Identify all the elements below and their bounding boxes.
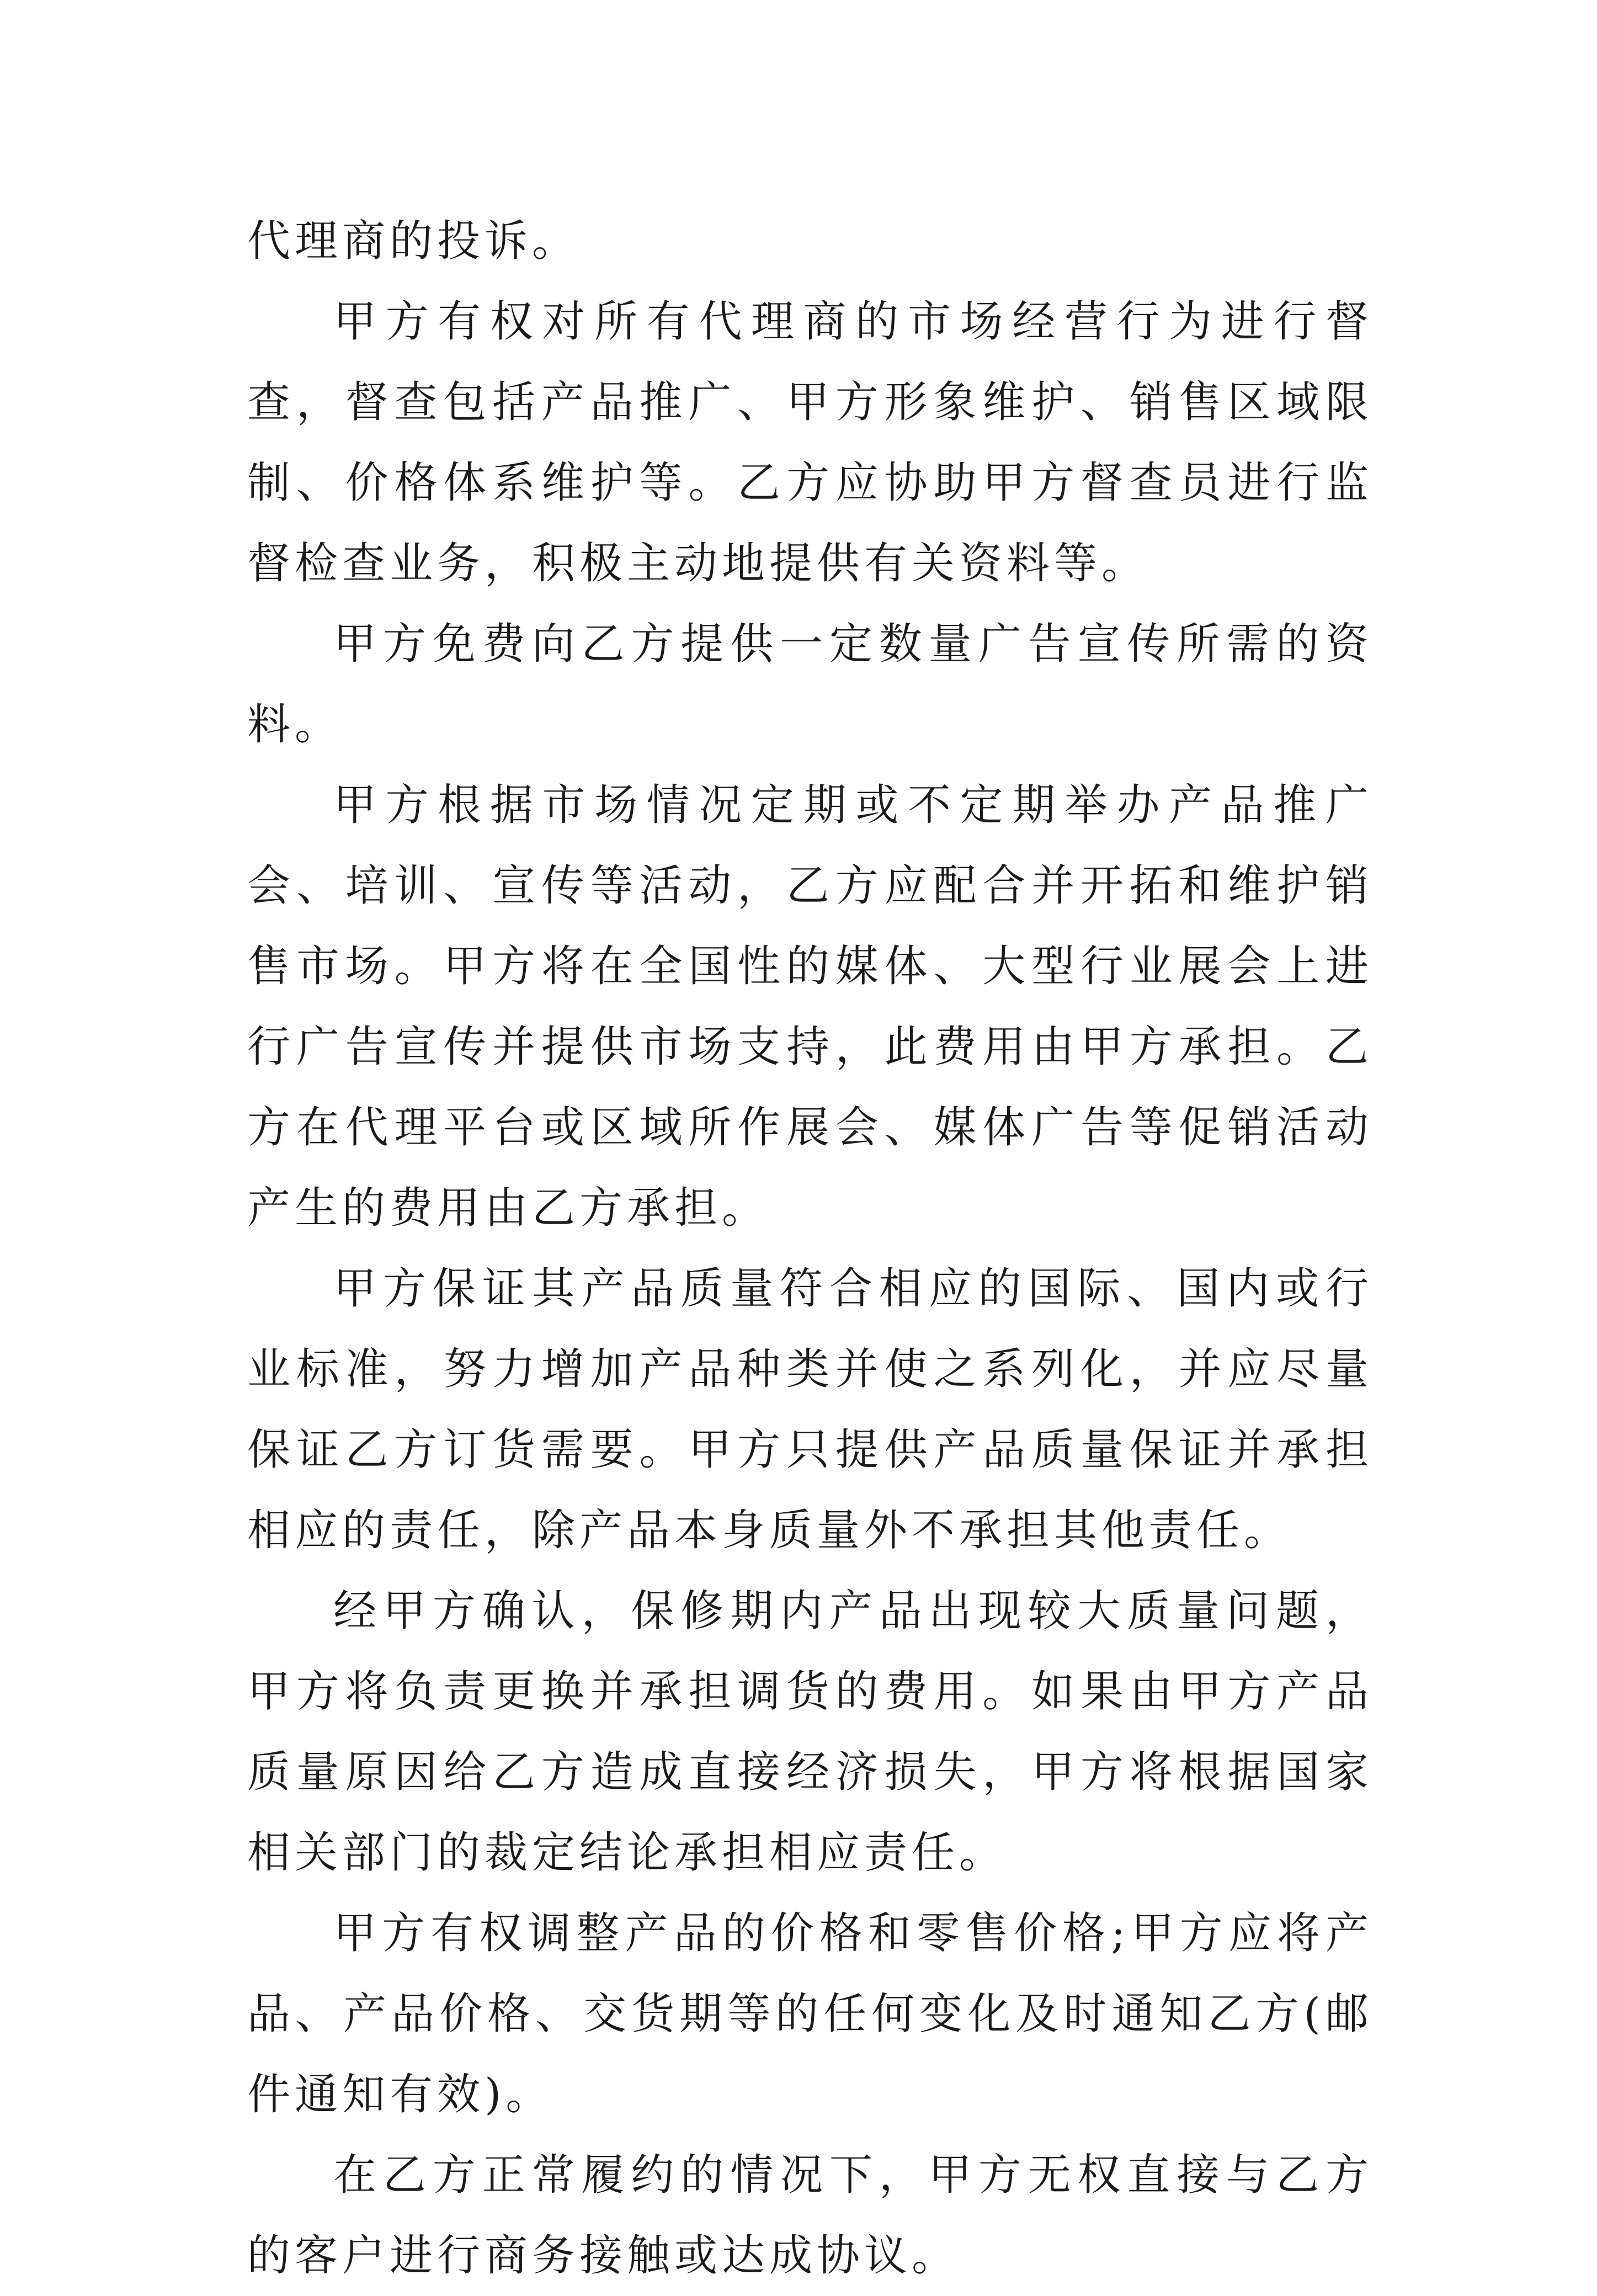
paragraph-free-materials: 甲方免费向乙方提供一定数量广告宣传所需的资料。 xyxy=(247,619,1373,750)
paragraph-continuation: 代理商的投诉。 xyxy=(247,216,580,266)
document-body xyxy=(247,201,1373,2296)
paragraph-customer-contact: 在乙方正常履约的情况下，甲方无权直接与乙方的客户进行商务接触或达成协议。 xyxy=(247,2150,1373,2281)
paragraph-promotion-activities: 甲方根据市场情况定期或不定期举办产品推广会、培训、宣传等活动，乙方应配合并开拓和维护销售市场。甲方将在全国性的媒体、大型行业展会上进行广告宣传并提供市场支持，此费用由甲方承担。乙方在代理平台或区域所作展会、媒体广告等促销活动产生的费用由乙方承担。 xyxy=(247,780,1373,1233)
paragraph-price-adjustment: 甲方有权调整产品的价格和零售价格;甲方应将产品、产品价格、交货期等的任何变化及时通知乙方(邮件通知有效)。 xyxy=(247,1909,1373,2119)
paragraph-quality-guarantee: 甲方保证其产品质量符合相应的国际、国内或行业标准，努力增加产品种类并使之系列化，并应尽量保证乙方订货需要。甲方只提供产品质量保证并承担相应的责任，除产品本身质量外不承担其他责任。 xyxy=(247,1264,1373,1555)
paragraph-supervision-rights: 甲方有权对所有代理商的市场经营行为进行督查，督查包括产品推广、甲方形象维护、销售区域限制、价格体系维护等。乙方应协助甲方督查员进行监督检查业务，积极主动地提供有关资料等。 xyxy=(247,297,1373,588)
paragraph-warranty-issues: 经甲方确认，保修期内产品出现较大质量问题，甲方将负责更换并承担调货的费用。如果由甲方产品质量原因给乙方造成直接经济损失，甲方将根据国家相关部门的裁定结论承担相应责任。 xyxy=(247,1586,1373,1878)
